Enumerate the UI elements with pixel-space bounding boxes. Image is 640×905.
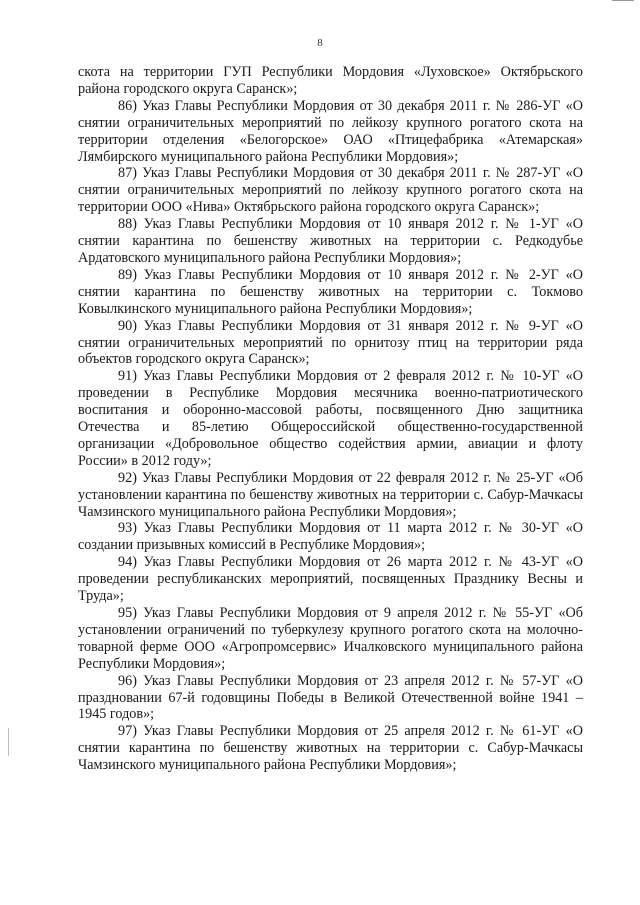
list-item-87: 87) Указ Главы Республики Мордовия от 30 декабря 2011 г. № 287-УГ «О снятии ограничительных мероприятий по лейкозу крупного рогатого скота на территории ООО «Нива» Октябрьского района городского округа Саранск»; — [78, 165, 583, 216]
list-item-92: 92) Указ Главы Республики Мордовия от 22 февраля 2012 г. № 25-УГ «Об установлении карантина по бешенству животных на территории с. Сабур-Мачкасы Чамзинского муниципального района Республики Мордовия»; — [78, 469, 583, 520]
list-item-96: 96) Указ Главы Республики Мордовия от 23 апреля 2012 г. № 57-УГ «О праздновании 67-й годовщины Победы в Великой Отечественной войне 1941 – 1945 годов»; — [78, 672, 583, 723]
list-item-89: 89) Указ Главы Республики Мордовия от 10 января 2012 г. № 2-УГ «О снятии карантина по бешенству животных на территории с. Токмово Ковылкинского муниципального района Республики Мордовия»; — [78, 266, 583, 317]
scan-artifact-line — [612, 0, 634, 1]
list-item-90: 90) Указ Главы Республики Мордовия от 31 января 2012 г. № 9-УГ «О снятии ограничительных мероприятий по орнитозу птиц на территории ряда объектов городского округа Саранск»; — [78, 317, 583, 368]
list-item-86: 86) Указ Главы Республики Мордовия от 30 декабря 2011 г. № 286-УГ «О снятии ограничительных мероприятий по лейкозу крупного рогатого скота на территории отделения «Белогорское» ОАО «Птицефабрика «Атемарская» Лямбирского муниципального района Республики Мордовия»; — [78, 97, 583, 165]
paragraph-continuation: скота на территории ГУП Республики Мордовия «Луховское» Октябрьского района городского округа Саранск»; — [78, 64, 583, 97]
list-item-93: 93) Указ Главы Республики Мордовия от 11 марта 2012 г. № 30-УГ «О создании призывных комиссий в Республике Мордовия»; — [78, 520, 583, 554]
list-item-94: 94) Указ Главы Республики Мордовия от 26 марта 2012 г. № 43-УГ «О проведении республиканских мероприятий, посвященных Празднику Весны и Труда»; — [78, 554, 583, 605]
list-item-91: 91) Указ Главы Республики Мордовия от 2 февраля 2012 г. № 10-УГ «О проведении в Республике Мордовия месячника военно-патриотического воспитания и оборонно-массовой работы, посвященного Дню защитника Отечества и 85-летию Общероссийской общественно-государственной организации «Добровольное общество содействия армии, авиации и флоту России» в 2012 году»; — [78, 368, 583, 469]
list-item-95: 95) Указ Главы Республики Мордовия от 9 апреля 2012 г. № 55-УГ «Об установлении ограничений по туберкулезу крупного рогатого скота на молочно-товарной ферме ООО «Агропромсервис» Ичалковского муниципального района Республики Мордовия»; — [78, 605, 583, 672]
list-item-97: 97) Указ Главы Республики Мордовия от 25 апреля 2012 г. № 61-УГ «О снятии карантина по бешенству животных на территории с. Сабур-Мачкасы Чамзинского муниципального района Республики Мордовия»; — [78, 723, 583, 774]
list-item-88: 88) Указ Главы Республики Мордовия от 10 января 2012 г. № 1-УГ «О снятии карантина по бешенству животных на территории с. Редкодубье Ардатовского муниципального района Республики Мордовия»; — [78, 216, 583, 266]
document-body — [78, 64, 583, 774]
scan-artifact-mark — [8, 728, 9, 756]
page-number: 8 — [317, 37, 323, 49]
